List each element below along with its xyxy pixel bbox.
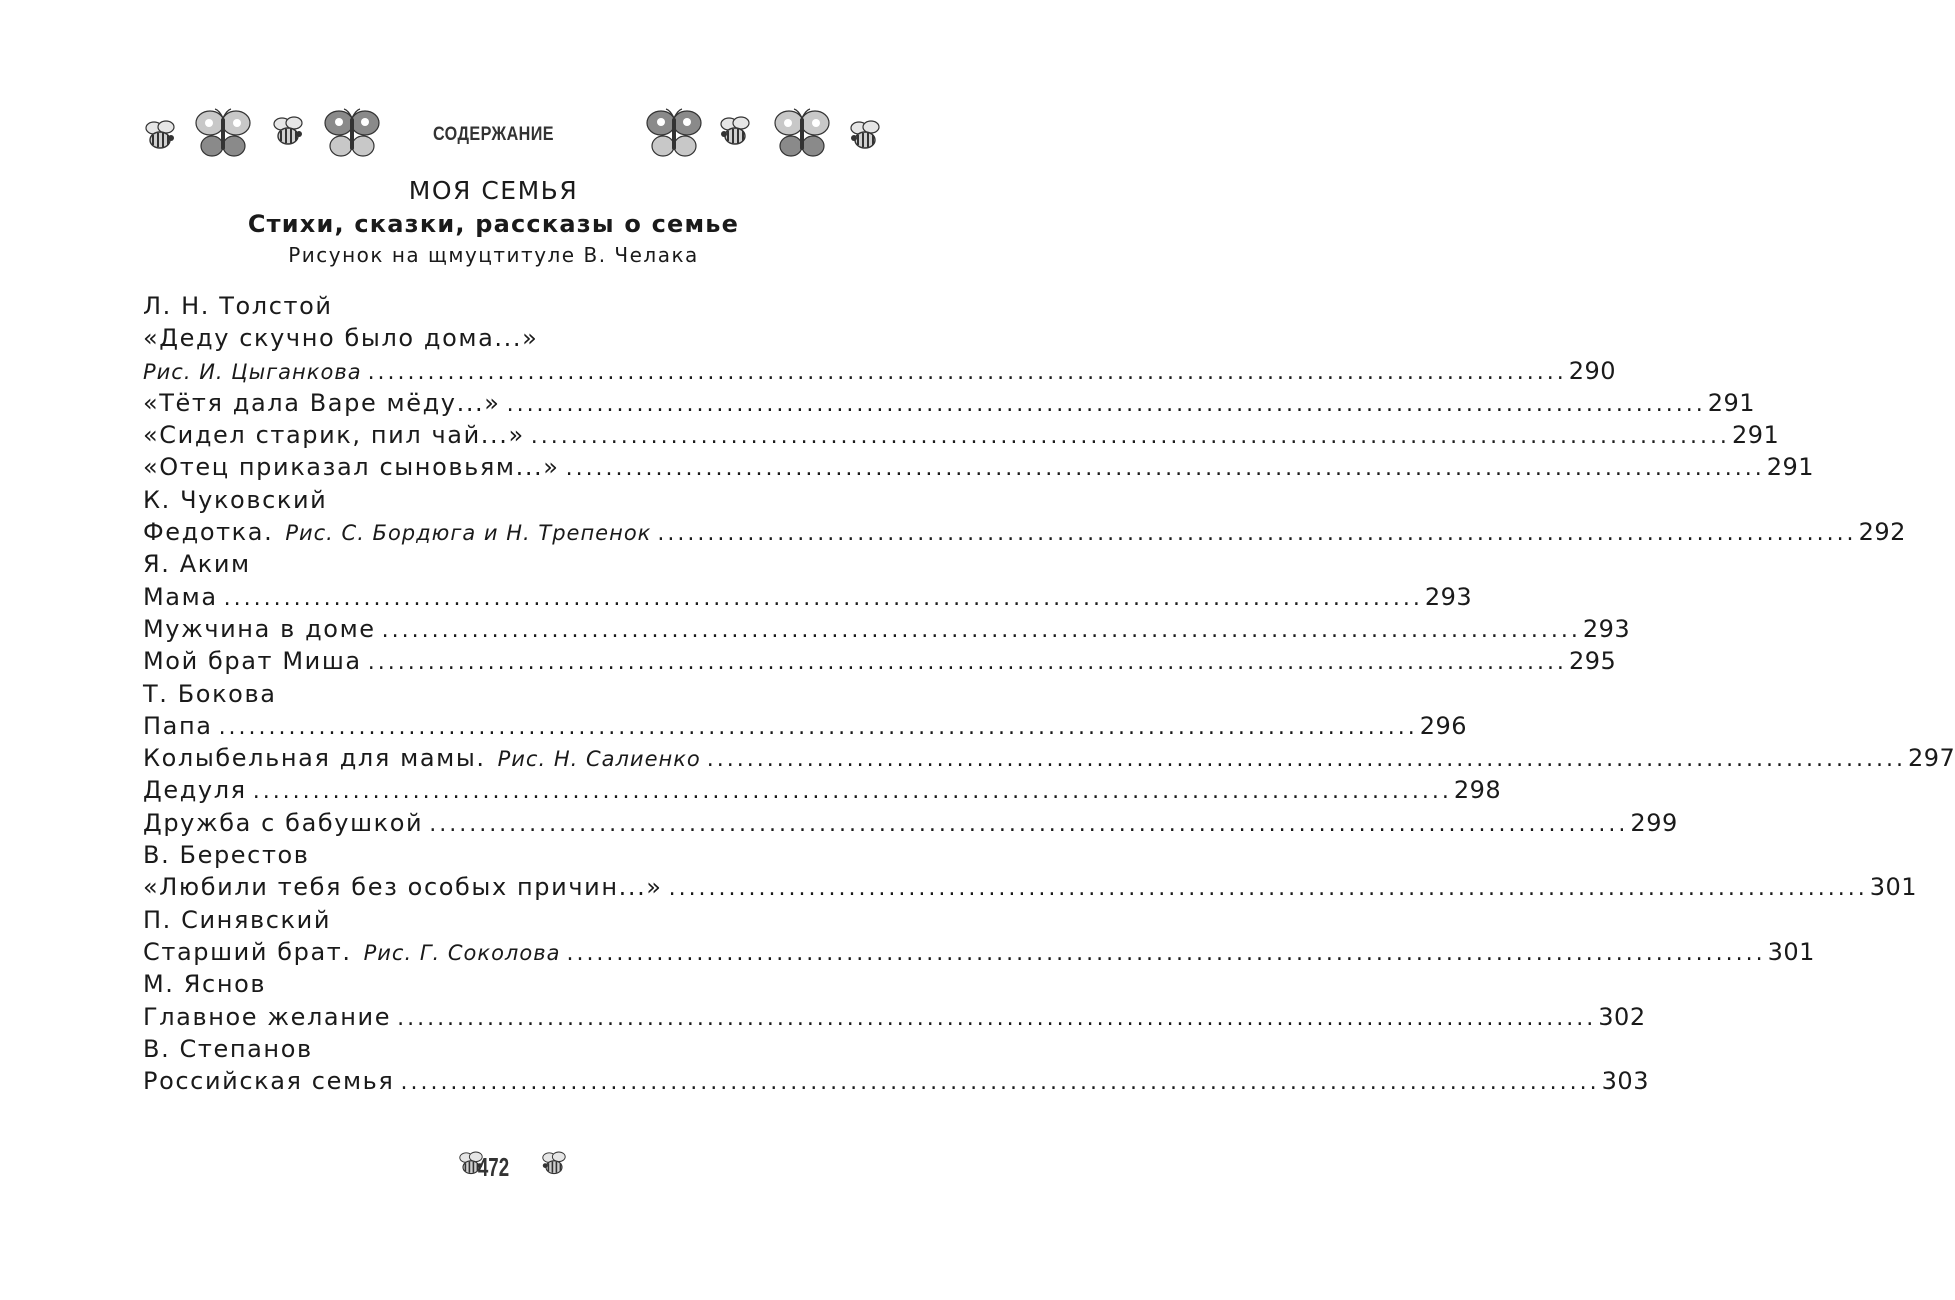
page-ref: 291 (1707, 388, 1756, 417)
toc-author (143, 904, 885, 936)
entry-title: Российская семья (143, 1067, 395, 1096)
section-title: МОЯ СЕМЬЯ (408, 176, 579, 205)
page-ref: 299 (1630, 808, 1678, 837)
dot-leader: ........................................................................................................................ (252, 779, 1452, 805)
dot-leader: ........................................................................................................................ (668, 876, 1868, 902)
illustrator-credit: Рис. Г. Соколова (363, 940, 561, 965)
illustrator-credit: Рис. С. Бордюга и Н. Трепенок (285, 521, 652, 546)
author-name: Я. Аким (143, 550, 251, 579)
author-name: М. Яснов (143, 970, 267, 999)
entry-title: «Тётя дала Варе мёду...» (143, 388, 501, 417)
dot-leader: ........................................................................................................................ (706, 747, 1906, 773)
toc-entry (143, 807, 1678, 839)
page-ref: 301 (1869, 873, 1918, 902)
page-ref: 290 (1568, 356, 1617, 385)
entry-title: «Любили тебя без особых причин...» (143, 873, 663, 902)
entry-title: Дружба с бабушкой (143, 808, 424, 837)
dot-leader: ........................................................................................................................ (367, 359, 1567, 385)
dot-leader: ........................................................................................................................ (657, 521, 1857, 547)
toc-entry (143, 419, 1780, 451)
toc-entry (143, 355, 1617, 387)
toc-entry (143, 516, 1906, 548)
page-ref: 292 (1858, 518, 1906, 547)
toc-author (143, 484, 885, 516)
page-ref: 301 (1767, 937, 1815, 966)
dot-leader: ........................................................................................................................ (218, 714, 1418, 740)
page-ref: 293 (1582, 614, 1631, 643)
dot-leader: ........................................................................................................................ (381, 617, 1581, 643)
toc-entry (143, 1001, 1646, 1033)
toc-entry (143, 322, 885, 354)
toc-entry (143, 742, 1955, 774)
toc-entry (143, 774, 1502, 806)
author-name: Т. Бокова (143, 679, 277, 708)
entry-title: Колыбельная для мамы. (143, 744, 486, 773)
toc-author (143, 678, 885, 710)
entry-title: Папа (143, 711, 213, 740)
toc-author (143, 839, 885, 871)
page-ref: 297 (1907, 744, 1955, 773)
entry-title: «Отец приказал сыновьям...» (143, 453, 560, 482)
toc-entry (143, 451, 1815, 483)
toc-entry (143, 936, 1815, 968)
running-header-title: СОДЕРЖАНИЕ (432, 124, 554, 145)
entry-title: Мой брат Миша (143, 647, 362, 676)
entry-title: Дедуля (143, 776, 247, 805)
toc-entry (143, 710, 1468, 742)
dot-leader: ........................................................................................................................ (223, 585, 1423, 611)
toc-author (143, 290, 885, 322)
author-name: В. Степанов (143, 1034, 313, 1063)
entry-title: Мама (143, 582, 218, 611)
illustrator-credit: Рис. И. Цыганкова (143, 359, 362, 384)
toc-author (143, 548, 885, 580)
author-name: В. Берестов (143, 841, 310, 870)
page-ref: 296 (1419, 711, 1468, 740)
toc-entry (143, 387, 1756, 419)
dot-leader: ........................................................................................................................ (367, 650, 1567, 676)
entry-title: Главное желание (143, 1002, 392, 1031)
page-ref: 302 (1598, 1002, 1646, 1031)
section-subtitle: Стихи, сказки, рассказы о семье (247, 210, 740, 238)
dot-leader: ........................................................................................................................ (400, 1070, 1600, 1096)
dot-leader: ........................................................................................................................ (397, 1005, 1597, 1031)
section-credit: Рисунок на щмуцтитуле В. Челака (288, 243, 699, 267)
page-ref: 303 (1601, 1067, 1649, 1096)
table-of-contents (143, 290, 1955, 1097)
toc-entry (143, 613, 1631, 645)
dot-leader: ........................................................................................................................ (530, 424, 1730, 450)
toc-entry (143, 1065, 1649, 1097)
page-ref: 295 (1568, 647, 1617, 676)
entry-title: «Деду скучно было дома...» (143, 324, 539, 353)
toc-entry (143, 581, 1473, 613)
author-name: К. Чуковский (143, 485, 328, 514)
toc-author (143, 1033, 885, 1065)
entry-title: Старший брат. (143, 937, 352, 966)
dot-leader: ........................................................................................................................ (506, 391, 1706, 417)
illustrator-credit: Рис. Н. Салиенко (497, 747, 701, 772)
dot-leader: ........................................................................................................................ (566, 940, 1766, 966)
page-ref: 291 (1766, 453, 1815, 482)
entry-title: «Сидел старик, пил чай...» (143, 421, 525, 450)
page-ref: 293 (1424, 582, 1473, 611)
toc-entry (143, 871, 1918, 903)
author-name: П. Синявский (143, 905, 332, 934)
author-name: Л. Н. Толстой (143, 292, 333, 320)
entry-title: Мужчина в доме (143, 614, 376, 643)
page-ref: 291 (1731, 421, 1780, 450)
toc-author (143, 968, 885, 1000)
dot-leader: ........................................................................................................................ (429, 811, 1629, 837)
toc-entry (143, 645, 1617, 677)
page-number: 472 (477, 1152, 510, 1182)
dot-leader: ........................................................................................................................ (565, 456, 1765, 482)
entry-title: Федотка. (143, 518, 274, 547)
page-ref: 298 (1453, 776, 1502, 805)
